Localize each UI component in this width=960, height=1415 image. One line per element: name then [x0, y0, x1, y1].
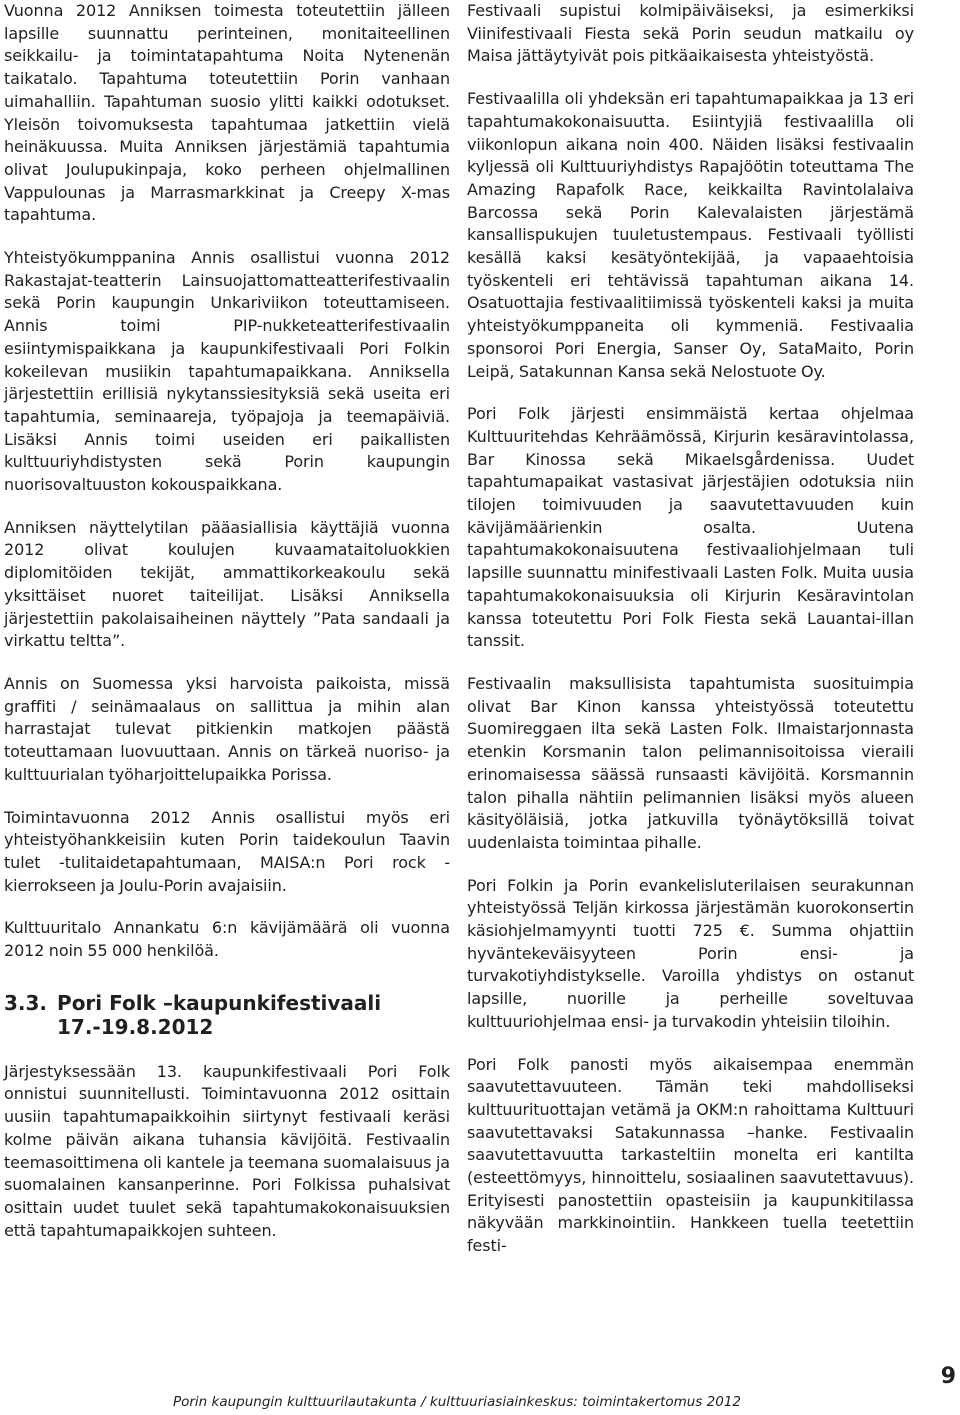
- paragraph: Festivaalilla oli yhdeksän eri tapahtumapaikkaa ja 13 eri tapahtumakokonaisuutta. Esiintyjiä festivaalilla oli viikonlopun aikana noin 400. Näiden lisäksi festivaalin kyljessä oli Kulttuuriyhdistys Rapajöötin toteuttama The Amazing Rapafolk Race, keikkailta Ravintolalaiva Barcossa sekä Porin Kalevalaisten järjestämä kansallispukujen tuuletustempaus. Festivaali työllisti kesällä kaksi kesätyöntekijää, ja vapaaehtoisia työskenteli eri tehtävissä tapahtuman aikana 14. Osatuottajia festivaalitiimissä työskenteli kaksi ja muita yhteistyökumppaneita oli kymmeniä. Festivaalia sponsoroi Pori Energia, Sanser Oy, SataMaito, Porin Leipä, Satakunnan Kansa sekä Nelostuote Oy.: [467, 89, 914, 381]
- paragraph: Järjestyksessään 13. kaupunkifestivaali Pori Folk onnistui suunnitellusti. Toimintavuonna 2012 osittain uusiin tapahtumapaikkoihin siirtynyt festivaali keräsi kolme päivän aikana tuhansia kävijöitä. Festivaalin teemasoittimena oli kantele ja teemana suomalaisuus ja suomalainen kansanperinne. Pori Folkissa puhalsivat osittain uudet tuulet sekä tapahtumakokonaisuuksien että tapahtumapaikkojen suhteen.: [4, 1061, 450, 1240]
- paragraph: Vuonna 2012 Anniksen toimesta toteutettiin jälleen lapsille suunnattu perinteinen, monitaiteellinen seikkailu- ja toimintatapahtuma Noita Nytenenän taikatalo. Tapahtuma toteutettiin Porin vanhaan uimahalliin. Tapahtuman suosio ylitti kaikki odotukset. Yleisön toivomuksesta tapahtumaa jatkettiin vielä heinäkuussa. Muita Anniksen järjestämiä tapahtumia olivat Joulupukinpaja, koko perheen ohjelmallinen Vappulounas ja Marrasmarkkinat ja Creepy X-mas tapahtuma.: [4, 1, 450, 225]
- paragraph: Pori Folk järjesti ensimmäistä kertaa ohjelmaa Kulttuuritehdas Kehräämössä, Kirjurin kesäravintolassa, Bar Kinossa sekä Mikaelsgårdenissa. Uudet tapahtumapaikat vastasivat järjestäjien odotuksia niin tilojen toimivuuden ja saavutettavuuden kuin kävijämäärienkin osalta. Uutena tapahtumakokonaisuutena festivaaliohjelmaan tuli lapsille suunnattu minifestivaali Lasten Folk. Muita uusia tapahtumakokonaisuuksia oli Kirjurin Kesäravintolan kanssa toteutettu Pori Folk Fiesta sekä Lauantai-illan tanssit.: [467, 404, 914, 651]
- page-number: 9: [940, 1364, 956, 1389]
- paragraph: Annis on Suomessa yksi harvoista paikoista, missä graffiti / seinämaalaus on sallittua ja mihin alan harrastajat tulevat pitkienkin matkojen päästä toteuttamaan luovuuttaan. Annis on tärkeä nuoriso- ja kulttuurialan työharjoittelupaikka Porissa.: [4, 673, 450, 784]
- paragraph: Anniksen näyttelytilan pääasiallisia käyttäjiä vuonna 2012 olivat koulujen kuvaamataitoluokkien diplomitöiden tekijät, ammattikorkeakoulu sekä yksittäiset nuoret taiteilijat. Lisäksi Anniksella järjestettiin pakolaisaiheinen näyttely ”Pata sandaali ja virkattu teltta”.: [4, 517, 450, 651]
- paragraph: Kulttuuritalo Annankatu 6:n kävijämäärä oli vuonna 2012 noin 55 000 henkilöä.: [4, 918, 450, 961]
- paragraph: Pori Folkin ja Porin evankelisluterilaisen seurakunnan yhteistyössä Teljän kirkossa järjestämän kuorokonsertin käsiohjelmamyynti tuotti 725 €. Summa ohjattiin hyväntekeväisyyteen Porin ensi- ja turvakotiyhdistykselle. Varoilla yhdistys on ostanut lapsille, nuorille ja perheille soveltuvaa kulttuuriohjelmaa ensi- ja turvakodin yhteisiin tiloihin.: [467, 875, 914, 1031]
- paragraph: Festivaali supistui kolmipäiväiseksi, ja esimerkiksi Viinifestivaali Fiesta sekä Porin seudun matkailu oy Maisa jättäytyivät pois pitkäaikaisesta yhteistyöstä.: [467, 1, 914, 66]
- right-column: [467, 0, 914, 1278]
- section-title: Pori Folk –kaupunkifestivaali: [57, 990, 382, 1015]
- left-column: [4, 0, 450, 1262]
- page-footer: Porin kaupungin kulttuurilautakunta / kulttuuriasiainkeskus: toimintakertomus 2012: [172, 1394, 742, 1410]
- paragraph: Pori Folk panosti myös aikaisempaa enemmän saavutettavuuteen. Tämän teki mahdolliseksi kulttuurituottajan vetämä ja OKM:n rahoittama Kulttuuri saavutettavaksi Satakunnassa –hanke. Festivaalin saavutettavuutta tarkasteltiin monelta eri kantilta (esteettömyys, hinnoittelu, sosiaalinen saavutettavuus). Erityisesti panostettiin opasteisiin ja kaupunkitilassa näkyvään markkinointiin. Hankkeen tuella teetettiin festi-: [467, 1054, 914, 1256]
- paragraph: Yhteistyökumppanina Annis osallistui vuonna 2012 Rakastajat-teatterin Lainsuojattomatteatterifestivaalin sekä Porin kaupungin Unkariviikon toteuttamiseen. Annis toimi PIP-nukketeatterifestivaalin esiintymispaikkana ja kaupunkifestivaali Pori Folkin kokeilevan musiikin tapahtumapaikkana. Anniksella järjestettiin erillisiä nykytanssiesityksiä sekä useita eri tapahtumia, seminaareja, työpajoja ja teemapäiviä. Lisäksi Annis toimi useiden eri paikallisten kulttuuriyhdistysten sekä Porin kaupungin nuorisovaltuuston kokouspaikkana.: [4, 248, 450, 495]
- section-number: 3.3.: [4, 990, 48, 1015]
- paragraph: Festivaalin maksullisista tapahtumista suosituimpia olivat Bar Kinon kanssa yhteistyössä toteutettu Suomireggaen ilta sekä Lasten Folk. Ilmaistarjonnasta etenkin Korsmanin talon pelimannisoitoissa vieraili erinomaisessa säässä runsaasti kävijöitä. Korsmannin talon pihalla nähtiin pelimannien lisäksi myös alueen käsityöläisiä, jotka jatkuvilla työnäytöksillä toivat uudenlaista toimintaa pihalle.: [467, 673, 914, 852]
- section-dates: 17.-19.8.2012: [57, 1014, 214, 1039]
- paragraph: Toimintavuonna 2012 Annis osallistui myös eri yhteistyöhankkeisiin kuten Porin taidekoulun Taavin tulet -tulitaidetapahtumaan, MAISA:n Pori rock -kierrokseen ja Joulu-Porin avajaisiin.: [4, 807, 450, 895]
- section-heading: [4, 991, 450, 1039]
